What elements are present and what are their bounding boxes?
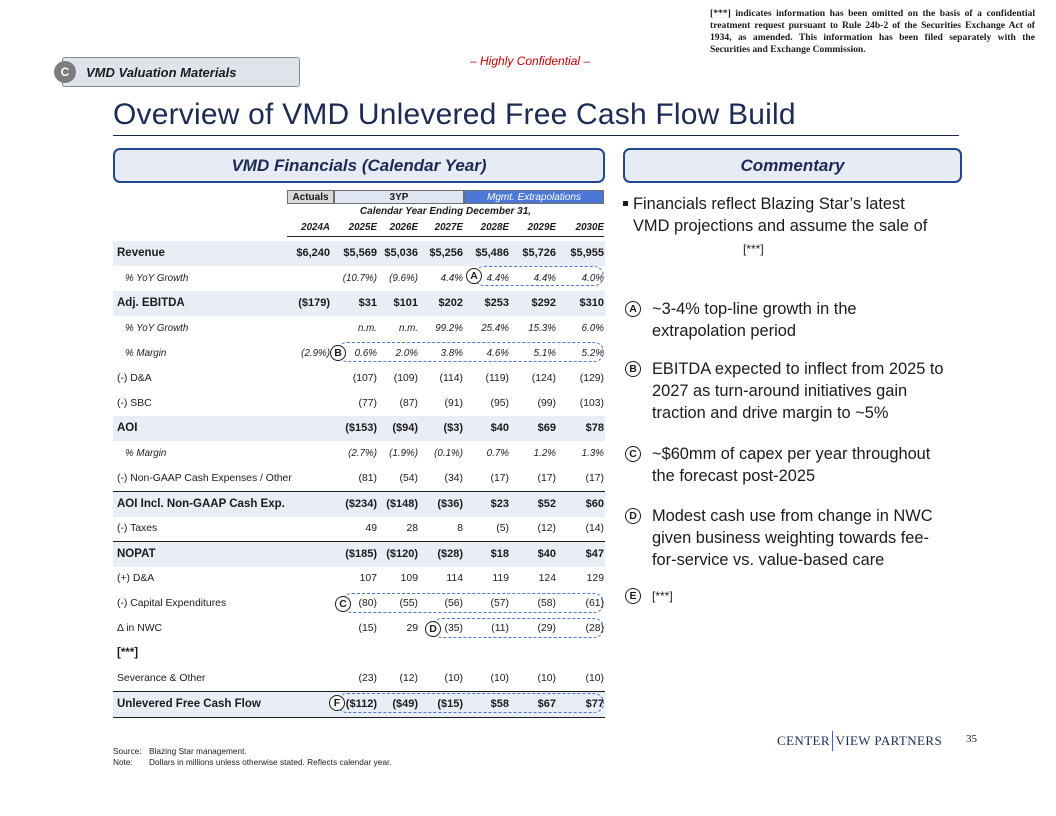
table-cell xyxy=(284,466,330,491)
table-cell: 2.0% xyxy=(395,348,418,359)
table-row xyxy=(113,316,605,341)
row-label: % YoY Growth xyxy=(125,273,189,284)
table-cell: (81) xyxy=(358,473,377,484)
table-cell: 25.4% xyxy=(481,323,509,334)
table-cell xyxy=(284,441,330,466)
table-cell: 0.7% xyxy=(486,448,509,459)
table-cell: (54) xyxy=(399,473,418,484)
table-cell: 109 xyxy=(400,573,418,584)
footnote-source-text: Blazing Star management. xyxy=(149,746,247,756)
row-label: (+) D&A xyxy=(117,573,155,584)
table-cell: (9.6%) xyxy=(389,273,418,284)
commentary-marker-c-circle: C xyxy=(625,446,641,462)
table-row xyxy=(113,666,605,691)
table-cell: (12) xyxy=(399,673,418,684)
commentary-marker-a-circle: A xyxy=(625,301,641,317)
row-label: % YoY Growth xyxy=(125,323,189,334)
table-cell xyxy=(284,492,330,517)
table-row xyxy=(113,366,605,391)
ufcf-highlight-box xyxy=(337,693,604,713)
title-divider xyxy=(113,135,959,136)
footnote-note xyxy=(113,757,392,768)
row-label: (-) D&A xyxy=(117,373,152,384)
table-cell: 4.4% xyxy=(440,273,463,284)
table-cell xyxy=(331,641,377,666)
table-cell xyxy=(510,641,556,666)
table-cell: 0.6% xyxy=(354,348,377,359)
table-cell: $60 xyxy=(585,498,604,510)
commentary-item-text: ~$60mm of capex per year throughout the forecast post-2025 xyxy=(652,445,931,485)
table-cell: (17) xyxy=(490,473,509,484)
table-cell: ($94) xyxy=(392,422,418,434)
table-cell: (80) xyxy=(358,598,377,609)
commentary-item-text: EBITDA expected to inflect from 2025 to 2027 as turn-around initiatives gain traction and drive margin to ~5% xyxy=(652,360,944,422)
commentary-intro xyxy=(633,193,943,260)
table-cell: $5,036 xyxy=(384,247,418,259)
table-cell: (10) xyxy=(585,673,604,684)
table-cell xyxy=(284,516,330,541)
table-cell: ($179) xyxy=(298,297,330,309)
footnote-source xyxy=(113,746,247,757)
table-row xyxy=(113,516,605,541)
category-actuals: Actuals xyxy=(287,190,334,204)
table-cell: $31 xyxy=(358,297,377,309)
table-cell: (0.1%) xyxy=(434,448,463,459)
table-cell: $52 xyxy=(537,498,556,510)
row-label: (-) Capital Expenditures xyxy=(117,598,227,609)
table-cell: $292 xyxy=(531,297,556,309)
row-label: (-) SBC xyxy=(117,398,152,409)
table-cell: (5) xyxy=(496,523,509,534)
table-row xyxy=(113,566,605,591)
table-cell: (11) xyxy=(491,623,509,634)
row-label: (-) Non-GAAP Cash Expenses / Other xyxy=(117,473,292,484)
table-row xyxy=(113,541,605,567)
table-cell: (12) xyxy=(537,523,556,534)
year-header-2026e: 2026E xyxy=(389,222,418,233)
footnote-note-text: Dollars in millions unless otherwise stated. Reflects calendar year. xyxy=(149,757,392,767)
table-cell xyxy=(284,641,330,666)
table-cell: (95) xyxy=(490,398,509,409)
table-cell: $78 xyxy=(585,422,604,434)
marker-a-circle: A xyxy=(466,268,482,284)
table-cell: (57) xyxy=(490,598,509,609)
table-cell: (28) xyxy=(585,623,604,634)
table-row xyxy=(113,291,605,316)
table-cell: 119 xyxy=(492,573,509,584)
year-header-2030e: 2030E xyxy=(575,222,604,233)
table-cell: ($234) xyxy=(345,498,377,510)
logo-right: VIEW PARTNERS xyxy=(835,733,943,748)
table-row xyxy=(113,491,605,517)
table-cell: (61) xyxy=(585,598,604,609)
table-cell: $5,486 xyxy=(475,247,509,259)
footnote-note-key: Note: xyxy=(113,757,133,767)
table-cell: (10) xyxy=(444,673,463,684)
table-cell: (124) xyxy=(531,373,556,384)
table-cell: (15) xyxy=(358,623,377,634)
table-cell: 49 xyxy=(365,523,377,534)
table-cell: (10.7%) xyxy=(342,273,377,284)
bullet-square-icon xyxy=(623,201,628,206)
table-row xyxy=(113,416,605,441)
table-cell: (99) xyxy=(537,398,556,409)
table-cell: $202 xyxy=(438,297,463,309)
table-cell: ($28) xyxy=(437,548,463,560)
centerview-logo xyxy=(777,731,942,751)
table-cell xyxy=(284,692,330,717)
row-label: (-) Taxes xyxy=(117,523,158,534)
table-cell xyxy=(284,566,330,591)
table-cell: (2.7%) xyxy=(348,448,377,459)
table-cell: 99.2% xyxy=(435,323,463,334)
table-cell xyxy=(284,316,330,341)
table-cell: ($112) xyxy=(345,698,377,710)
table-cell: $67 xyxy=(537,698,556,710)
table-row xyxy=(113,641,605,666)
table-cell: (91) xyxy=(444,398,463,409)
table-cell: (77) xyxy=(358,398,377,409)
table-cell: $40 xyxy=(537,548,556,560)
table-cell: 6.0% xyxy=(581,323,604,334)
category-mgmt-extrapolations: Mgmt. Extrapolations xyxy=(464,190,604,204)
table-cell: 15.3% xyxy=(528,323,556,334)
table-cell: (114) xyxy=(439,373,463,384)
table-cell xyxy=(284,666,330,691)
commentary-marker-d-circle: D xyxy=(625,508,641,524)
table-cell: (2.9%) xyxy=(301,348,330,359)
year-header-2025e: 2025E xyxy=(348,222,377,233)
commentary-item-text: ~3-4% top-line growth in the extrapolation period xyxy=(652,300,857,340)
year-header-2028e: 2028E xyxy=(480,222,509,233)
margin-highlight-box xyxy=(337,342,604,362)
table-cell: 28 xyxy=(406,523,418,534)
table-row xyxy=(113,391,605,416)
commentary-item-text: Modest cash use from change in NWC given business weighting towards fee-for-service vs. value-based care xyxy=(652,507,933,569)
table-cell xyxy=(417,641,463,666)
row-label: % Margin xyxy=(125,448,167,459)
marker-d-circle: D xyxy=(425,621,441,637)
table-cell: ($3) xyxy=(443,422,463,434)
table-cell: (14) xyxy=(585,523,604,534)
row-label: Adj. EBITDA xyxy=(117,297,185,309)
table-cell: 4.4% xyxy=(533,273,556,284)
table-cell xyxy=(558,641,604,666)
table-cell: 5.1% xyxy=(533,348,556,359)
table-cell: 4.6% xyxy=(486,348,509,359)
table-cell: $5,569 xyxy=(343,247,377,259)
table-cell: (107) xyxy=(352,373,377,384)
table-cell xyxy=(284,591,330,616)
row-label: Severance & Other xyxy=(117,673,206,684)
marker-c-circle: C xyxy=(335,596,351,612)
capex-highlight-box xyxy=(342,593,604,613)
table-cell: $40 xyxy=(490,422,509,434)
table-cell: (103) xyxy=(579,398,604,409)
category-3yp: 3YP xyxy=(334,190,464,204)
table-cell: (29) xyxy=(537,623,556,634)
table-cell: ($153) xyxy=(345,422,377,434)
table-row xyxy=(113,241,605,266)
table-cell: $23 xyxy=(490,498,509,510)
page-title: Overview of VMD Unlevered Free Cash Flow Build xyxy=(113,98,796,131)
table-cell: $101 xyxy=(393,297,418,309)
table-cell: $5,726 xyxy=(522,247,556,259)
table-cell: (129) xyxy=(579,373,604,384)
table-cell: 5.2% xyxy=(581,348,604,359)
table-cell: (58) xyxy=(537,598,556,609)
marker-f-circle: F xyxy=(329,695,345,711)
table-cell: 4.0% xyxy=(581,273,604,284)
table-cell: 4.4% xyxy=(486,273,509,284)
table-cell: 129 xyxy=(586,573,604,584)
table-cell: (109) xyxy=(393,373,418,384)
commentary-marker-e-circle: E xyxy=(625,588,641,604)
table-cell: (10) xyxy=(537,673,556,684)
table-cell: (119) xyxy=(485,373,509,384)
row-label: Revenue xyxy=(117,247,165,259)
table-cell xyxy=(372,641,418,666)
table-cell: $77 xyxy=(585,698,604,710)
table-cell: n.m. xyxy=(357,323,377,334)
marker-b-circle: B xyxy=(330,345,346,361)
table-cell: 3.8% xyxy=(440,348,463,359)
section-tab[interactable] xyxy=(62,57,300,87)
table-cell: (1.9%) xyxy=(389,448,418,459)
table-cell: (17) xyxy=(537,473,556,484)
table-row xyxy=(113,466,605,491)
page-number: 35 xyxy=(966,733,977,745)
growth-highlight-box xyxy=(474,266,604,286)
table-cell: ($185) xyxy=(345,548,377,560)
table-cell: (23) xyxy=(358,673,377,684)
table-cell: ($49) xyxy=(392,698,418,710)
confidential-label: – Highly Confidential – xyxy=(470,54,591,68)
year-header-2024a: 2024A xyxy=(301,222,330,233)
financials-header: VMD Financials (Calendar Year) xyxy=(113,148,605,183)
year-header-row xyxy=(287,220,604,237)
table-cell: ($148) xyxy=(386,498,418,510)
table-row xyxy=(113,441,605,466)
year-header-2027e: 2027E xyxy=(434,222,463,233)
table-cell: $18 xyxy=(490,548,509,560)
table-cell: ($120) xyxy=(386,548,418,560)
footnote-source-key: Source: xyxy=(113,746,142,756)
row-label: [***] xyxy=(117,647,139,659)
table-cell: $58 xyxy=(490,698,509,710)
commentary-marker-b-circle: B xyxy=(625,361,641,377)
table-cell: (35) xyxy=(444,623,463,634)
table-cell xyxy=(284,266,330,291)
table-cell: 107 xyxy=(359,573,377,584)
commentary-item-text: [***] xyxy=(652,589,673,603)
table-cell xyxy=(463,641,509,666)
logo-left: CENTER xyxy=(777,733,830,748)
table-cell: (55) xyxy=(399,598,418,609)
table-cell xyxy=(284,416,330,441)
table-cell: 1.3% xyxy=(581,448,604,459)
table-cell: $310 xyxy=(579,297,604,309)
section-letter-badge: C xyxy=(54,61,76,83)
table-cell: $47 xyxy=(585,548,604,560)
table-cell xyxy=(284,391,330,416)
table-cell: (17) xyxy=(585,473,604,484)
table-cell xyxy=(284,542,330,567)
table-cell: $69 xyxy=(537,422,556,434)
row-label: Unlevered Free Cash Flow xyxy=(117,698,261,710)
commentary-header: Commentary xyxy=(623,148,962,183)
commentary-intro-text: Financials reflect Blazing Star’s latest VMD projections and assume the sale of xyxy=(633,195,928,235)
row-label: NOPAT xyxy=(117,548,156,560)
row-label: AOI Incl. Non-GAAP Cash Exp. xyxy=(117,498,285,510)
table-cell: $5,955 xyxy=(570,247,604,259)
table-cell: ($15) xyxy=(437,698,463,710)
table-cell: 1.2% xyxy=(533,448,556,459)
row-label: % Margin xyxy=(125,348,167,359)
table-cell: $253 xyxy=(484,297,509,309)
confidential-treatment-notice: [***] indicates information has been omitted on the basis of a confidential treatment request pursuant to Rule 24b-2 of the Securities Exchange Act of 1934, as amended. This information has been filed separately with the Securities and Exchange Commission. xyxy=(710,8,1035,55)
table-cell: $6,240 xyxy=(296,247,330,259)
commentary-intro-omitted: [***] xyxy=(743,242,764,256)
table-cell: (56) xyxy=(444,598,463,609)
table-cell: 29 xyxy=(406,623,418,634)
table-cell: $5,256 xyxy=(429,247,463,259)
row-label: Δ in NWC xyxy=(117,623,163,634)
nwc-highlight-box xyxy=(432,618,604,638)
table-cell: 114 xyxy=(446,573,463,584)
row-label: AOI xyxy=(117,422,138,434)
table-cell: (34) xyxy=(444,473,463,484)
table-cell: n.m. xyxy=(398,323,418,334)
table-cell: (10) xyxy=(490,673,509,684)
logo-divider xyxy=(832,731,834,751)
table-cell: 124 xyxy=(538,573,556,584)
year-header-2029e: 2029E xyxy=(527,222,556,233)
calendar-year-label: Calendar Year Ending December 31, xyxy=(359,206,532,217)
table-cell xyxy=(284,366,330,391)
table-cell xyxy=(284,616,330,641)
table-cell: ($36) xyxy=(437,498,463,510)
table-cell: 8 xyxy=(457,523,463,534)
section-tab-label: VMD Valuation Materials xyxy=(86,64,237,80)
table-cell: (87) xyxy=(399,398,418,409)
